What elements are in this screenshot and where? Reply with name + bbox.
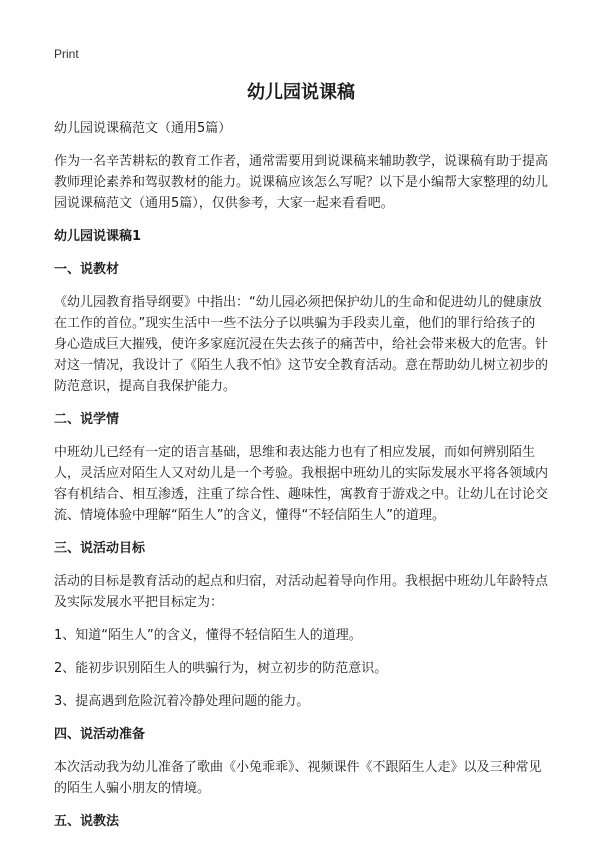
section-heading-1: 一、说教材	[54, 262, 120, 277]
section-paragraph: 《幼儿园教育指导纲要》中指出：“幼儿园必须把保护幼儿的生命和促进幼儿的健康放在工作的首位。”现实生活中一些不法分子以哄骗为手段卖儿童，他们的罪行给孩子的身心造成巨大摧残，使许多家庭沉浸在失去孩子的痛苦中，给社会带来极大的危害。针对这一情况，我设计了《陌生人我不怕》这节安全教育活动。意在帮助幼儿树立初步的防范意识，提高自我保护能力。	[54, 295, 549, 394]
section-heading-5: 五、说教法	[54, 814, 120, 829]
section-paragraph: 中班幼儿已经有一定的语言基础，思维和表达能力也有了相应发展，而如何辨别陌生人，灵活应对陌生人又对幼儿是一个考验。我根据中班幼儿的实际发展水平将各领域内容有机结合、相互渗透，注重了综合性、趣味性，寓教育于游戏之中。让幼儿在讨论交流、情境体验中理解“陌生人”的含义，懂得“不轻信陌生人”的道理。	[54, 445, 549, 523]
goal-item: 3、提高遇到危险沉着冷静处理问题的能力。	[54, 694, 310, 709]
goal-item: 1、知道“陌生人”的含义，懂得不轻信陌生人的道理。	[54, 628, 362, 643]
document-body	[54, 74, 548, 844]
document-title: 幼儿园说课稿	[247, 82, 355, 103]
print-link[interactable]: Print	[54, 47, 79, 61]
section-paragraph: 活动的目标是教育活动的起点和归宿，对活动起着导向作用。我根据中班幼儿年龄特点及实际发展水平把目标定为：	[54, 574, 549, 610]
part-title: 幼儿园说课稿1	[54, 229, 142, 244]
document-subtitle: 幼儿园说课稿范文（通用5篇）	[54, 121, 232, 136]
section-heading-4: 四、说活动准备	[54, 727, 146, 742]
goal-item: 2、能初步识别陌生人的哄骗行为，树立初步的防范意识。	[54, 661, 388, 676]
intro-paragraph: 作为一名辛苦耕耘的教育工作者，通常需要用到说课稿来辅助教学，说课稿有助于提高教师理论素养和驾驭教材的能力。说课稿应该怎么写呢？以下是小编帮大家整理的幼儿园说课稿范文（通用5篇），仅供参考，大家一起来看看吧。	[54, 154, 549, 211]
section-heading-3: 三、说活动目标	[54, 541, 146, 556]
section-heading-2: 二、说学情	[54, 412, 120, 427]
section-paragraph: 本次活动我为幼儿准备了歌曲《小兔乖乖》、视频课件《不跟陌生人走》以及三种常见的陌生人骗小朋友的情境。	[54, 760, 542, 796]
